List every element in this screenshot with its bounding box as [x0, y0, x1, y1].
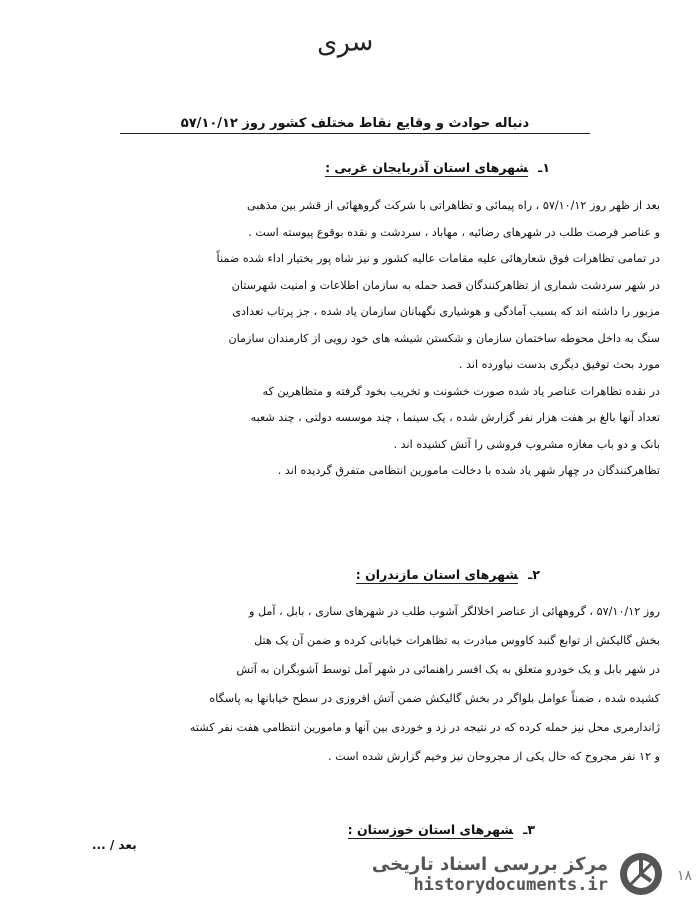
- section-2-title: شهرهای استان مازندران :: [355, 567, 519, 582]
- section-2-number: ۲ـ: [528, 567, 540, 582]
- section-1-title: شهرهای استان آذربایجان غربی :: [325, 160, 529, 175]
- section-2-body: [44, 597, 660, 771]
- continued-marker: بعد / ...: [92, 838, 137, 852]
- archive-logo-icon: [618, 851, 664, 897]
- section-1-line: و عناصر فرصت طلب در شهرهای رضائیه ، مهاباد ، سردشت و نقده بوقوع پیوسته است .: [248, 225, 660, 239]
- section-1-line: در شهر سردشت شماری از تظاهرکنندگان قصد حمله به سازمان اطلاعات و امنیت شهرستان: [231, 278, 660, 292]
- section-1-line: در تمامی تظاهرات فوق شعارهائی علیه مقامات عالیه کشور و نیز شاه پور بختیار اداء شده ضمناً: [216, 252, 660, 265]
- section-3-heading: [348, 822, 535, 837]
- section-1-line: بانک و دو باب مغازه مشروب فروشی را آتش کشیده اند .: [393, 437, 660, 451]
- section-1-line: مورد بحث توفیق دیگری بدست نیاورده اند .: [458, 358, 660, 371]
- classification-stamp: سری: [316, 26, 374, 60]
- section-2-line: روز ۵۷/۱۰/۱۲ ، گروههائی از عناصر اخلالگر آشوب طلب در شهرهای ساری ، بابل ، آمل و: [248, 605, 660, 618]
- document-title: دنباله حوادث و وقایع نقاط مختلف کشور روز ۵۷/۱۰/۱۲: [120, 116, 590, 134]
- section-2-line: بخش گالیکش از توابع گنبد کاووس مبادرت به تظاهرات خیابانی کرده و ضمن آن یک هتل: [254, 634, 660, 647]
- section-1-line: تعداد آنها بالغ بر هفت هزار نفر گزارش شده ، یک سینما ، چند موسسه دولتی ، چند شعبه: [250, 411, 660, 424]
- section-2-line: کشیده شده ، ضمناً عوامل بلواگر در بخش گالیکش ضمن آتش افروزی در سطح خیابانها به پاسگاه: [209, 692, 660, 705]
- section-1-line: تظاهرکنندگان در چهار شهر یاد شده با دخالت مامورین انتظامی متفرق گردیده اند .: [277, 464, 660, 477]
- section-2-heading: [356, 567, 540, 582]
- section-3-title: شهرهای استان خوزستان :: [347, 822, 514, 837]
- watermark: [372, 844, 664, 904]
- section-2-line: ژاندارمری محل نیز حمله کرده که در نتیجه در زد و خوردی بین آنها و مامورین انتظامی هفت نفر کشته: [189, 721, 660, 734]
- section-2-line: و ۱۲ نفر مجروح که حال یکی از مجروحان نیز وخیم گزارش شده است .: [327, 750, 660, 763]
- watermark-name: مرکز بررسی اسناد تاریخی: [371, 853, 608, 875]
- section-1-heading: [325, 160, 550, 175]
- section-1-number: ۱ـ: [538, 160, 550, 175]
- section-1-line: مزبور را داشته اند که بسبب آمادگی و هوشیاری نگهبانان سازمان یاد شده ، جز پرتاب تعدادی: [232, 305, 660, 318]
- watermark-text: [372, 854, 608, 895]
- section-1-line: سنگ به داخل محوطه ساختمان سازمان و شکستن شیشه های خود رویی از کارمندان سازمان: [228, 331, 660, 345]
- section-2-line: در شهر بابل و یک خودرو متعلق به یک افسر راهنمائی در شهر آمل توسط آشوبگران به آتش: [236, 663, 660, 676]
- section-1-line: بعد از ظهر روز ۵۷/۱۰/۱۲ ، راه پیمائی و تظاهراتی با شرکت گروههائی از قشر بین مذهبی: [246, 199, 660, 212]
- watermark-url: historydocuments.ir: [413, 874, 608, 895]
- section-1-body: [44, 193, 660, 485]
- page-number: ۱۸: [676, 868, 692, 884]
- section-1-line: در نقده تظاهرات عناصر یاد شده صورت خشونت و تخریب بخود گرفته و متظاهرین که: [262, 384, 660, 398]
- section-3-number: ۳ـ: [523, 822, 535, 837]
